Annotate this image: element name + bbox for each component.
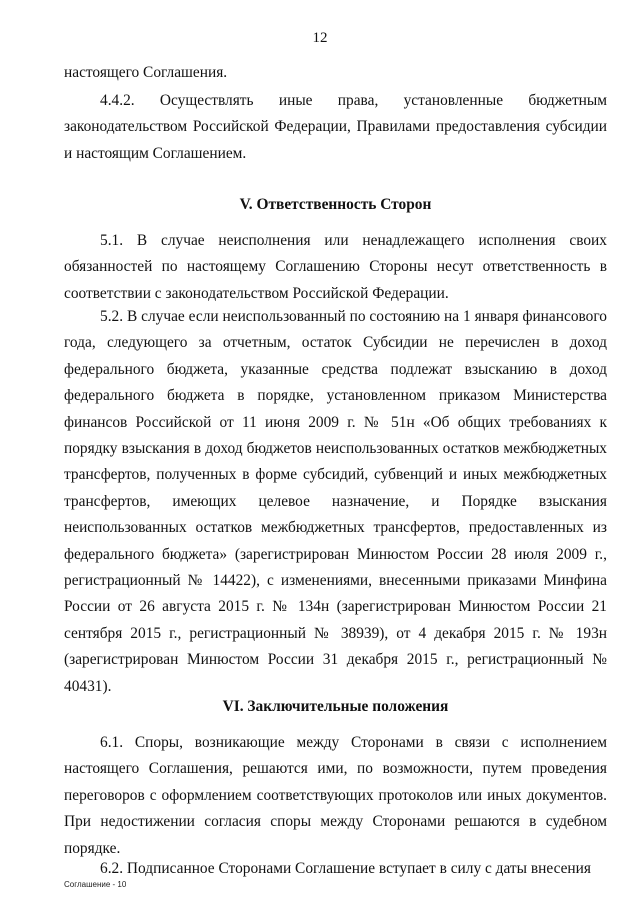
- paragraph-text: 6.2. Подписанное Сторонами Соглашение вступает в силу с даты внесения: [100, 860, 591, 877]
- section-title: VI. Заключительные положения: [222, 698, 449, 715]
- paragraph-text: 5.2. В случае если неиспользованный по состоянию на 1 января финансового года, следующего за отчетным, остаток Субсидии не перечислен в доход федерального бюджета, указанные средства подлежат взысканию в доход федерального бюджета в порядке, установленном приказом Министерства финансов Российской от 11 июня 2009 г. № 51н «Об общих требованиях к порядку взыскания в доход бюджетов неиспользованных остатков межбюджетных трансфертов, полученных в форме субсидий, субвенций и иных межбюджетных трансфертов, имеющих целевое назначение, и Порядке взыскания неиспользованных остатков межбюджетных трансфертов, предоставленных из федерального бюджета» (зарегистрирован Минюстом России 28 июля 2009 г., регистрационный № 14422), с изменениями, внесенными приказами Минфина России от 26 августа 2015 г. № 134н (зарегистрирован Минюстом России 21 сентября 2015 г., регистрационный № 38939), от 4 декабря 2015 г. № 193н (зарегистрирован Минюстом России 31 декабря 2015 г., регистрационный № 40431).: [64, 308, 607, 695]
- paragraph-text: 5.1. В случае неисполнения или ненадлежащего исполнения своих обязанностей по настоящему Соглашению Стороны несут ответственность в соответствии с законодательством Российской Федерации.: [64, 232, 607, 302]
- page-number: 12: [312, 30, 328, 46]
- paragraph-5-2: [64, 304, 607, 700]
- footer-label: Соглашение - 10: [64, 880, 127, 889]
- section-heading-vi: [64, 694, 607, 720]
- paragraph-text: 4.4.2. Осуществлять иные права, установленные бюджетным законодательством Российской Федерации, Правилами предоставления субсидии и настоящим Соглашением.: [64, 92, 607, 162]
- paragraph-5-1: [64, 228, 607, 307]
- section-heading-v: [64, 192, 607, 218]
- paragraph-text: 6.1. Споры, возникающие между Сторонами в связи с исполнением настоящего Соглашения, решаются ими, по возможности, путем проведения переговоров с оформлением соответствующих протоколов или иных документов. При недостижении согласия споры между Сторонами решаются в судебном порядке.: [64, 734, 607, 857]
- paragraph-6-2: [64, 856, 607, 882]
- paragraph-continuation: [64, 60, 607, 86]
- section-title: V. Ответственность Сторон: [239, 196, 432, 213]
- paragraph-4-4-2: [64, 88, 607, 167]
- paragraph-text: настоящего Соглашения.: [64, 64, 228, 81]
- paragraph-6-1: [64, 730, 607, 862]
